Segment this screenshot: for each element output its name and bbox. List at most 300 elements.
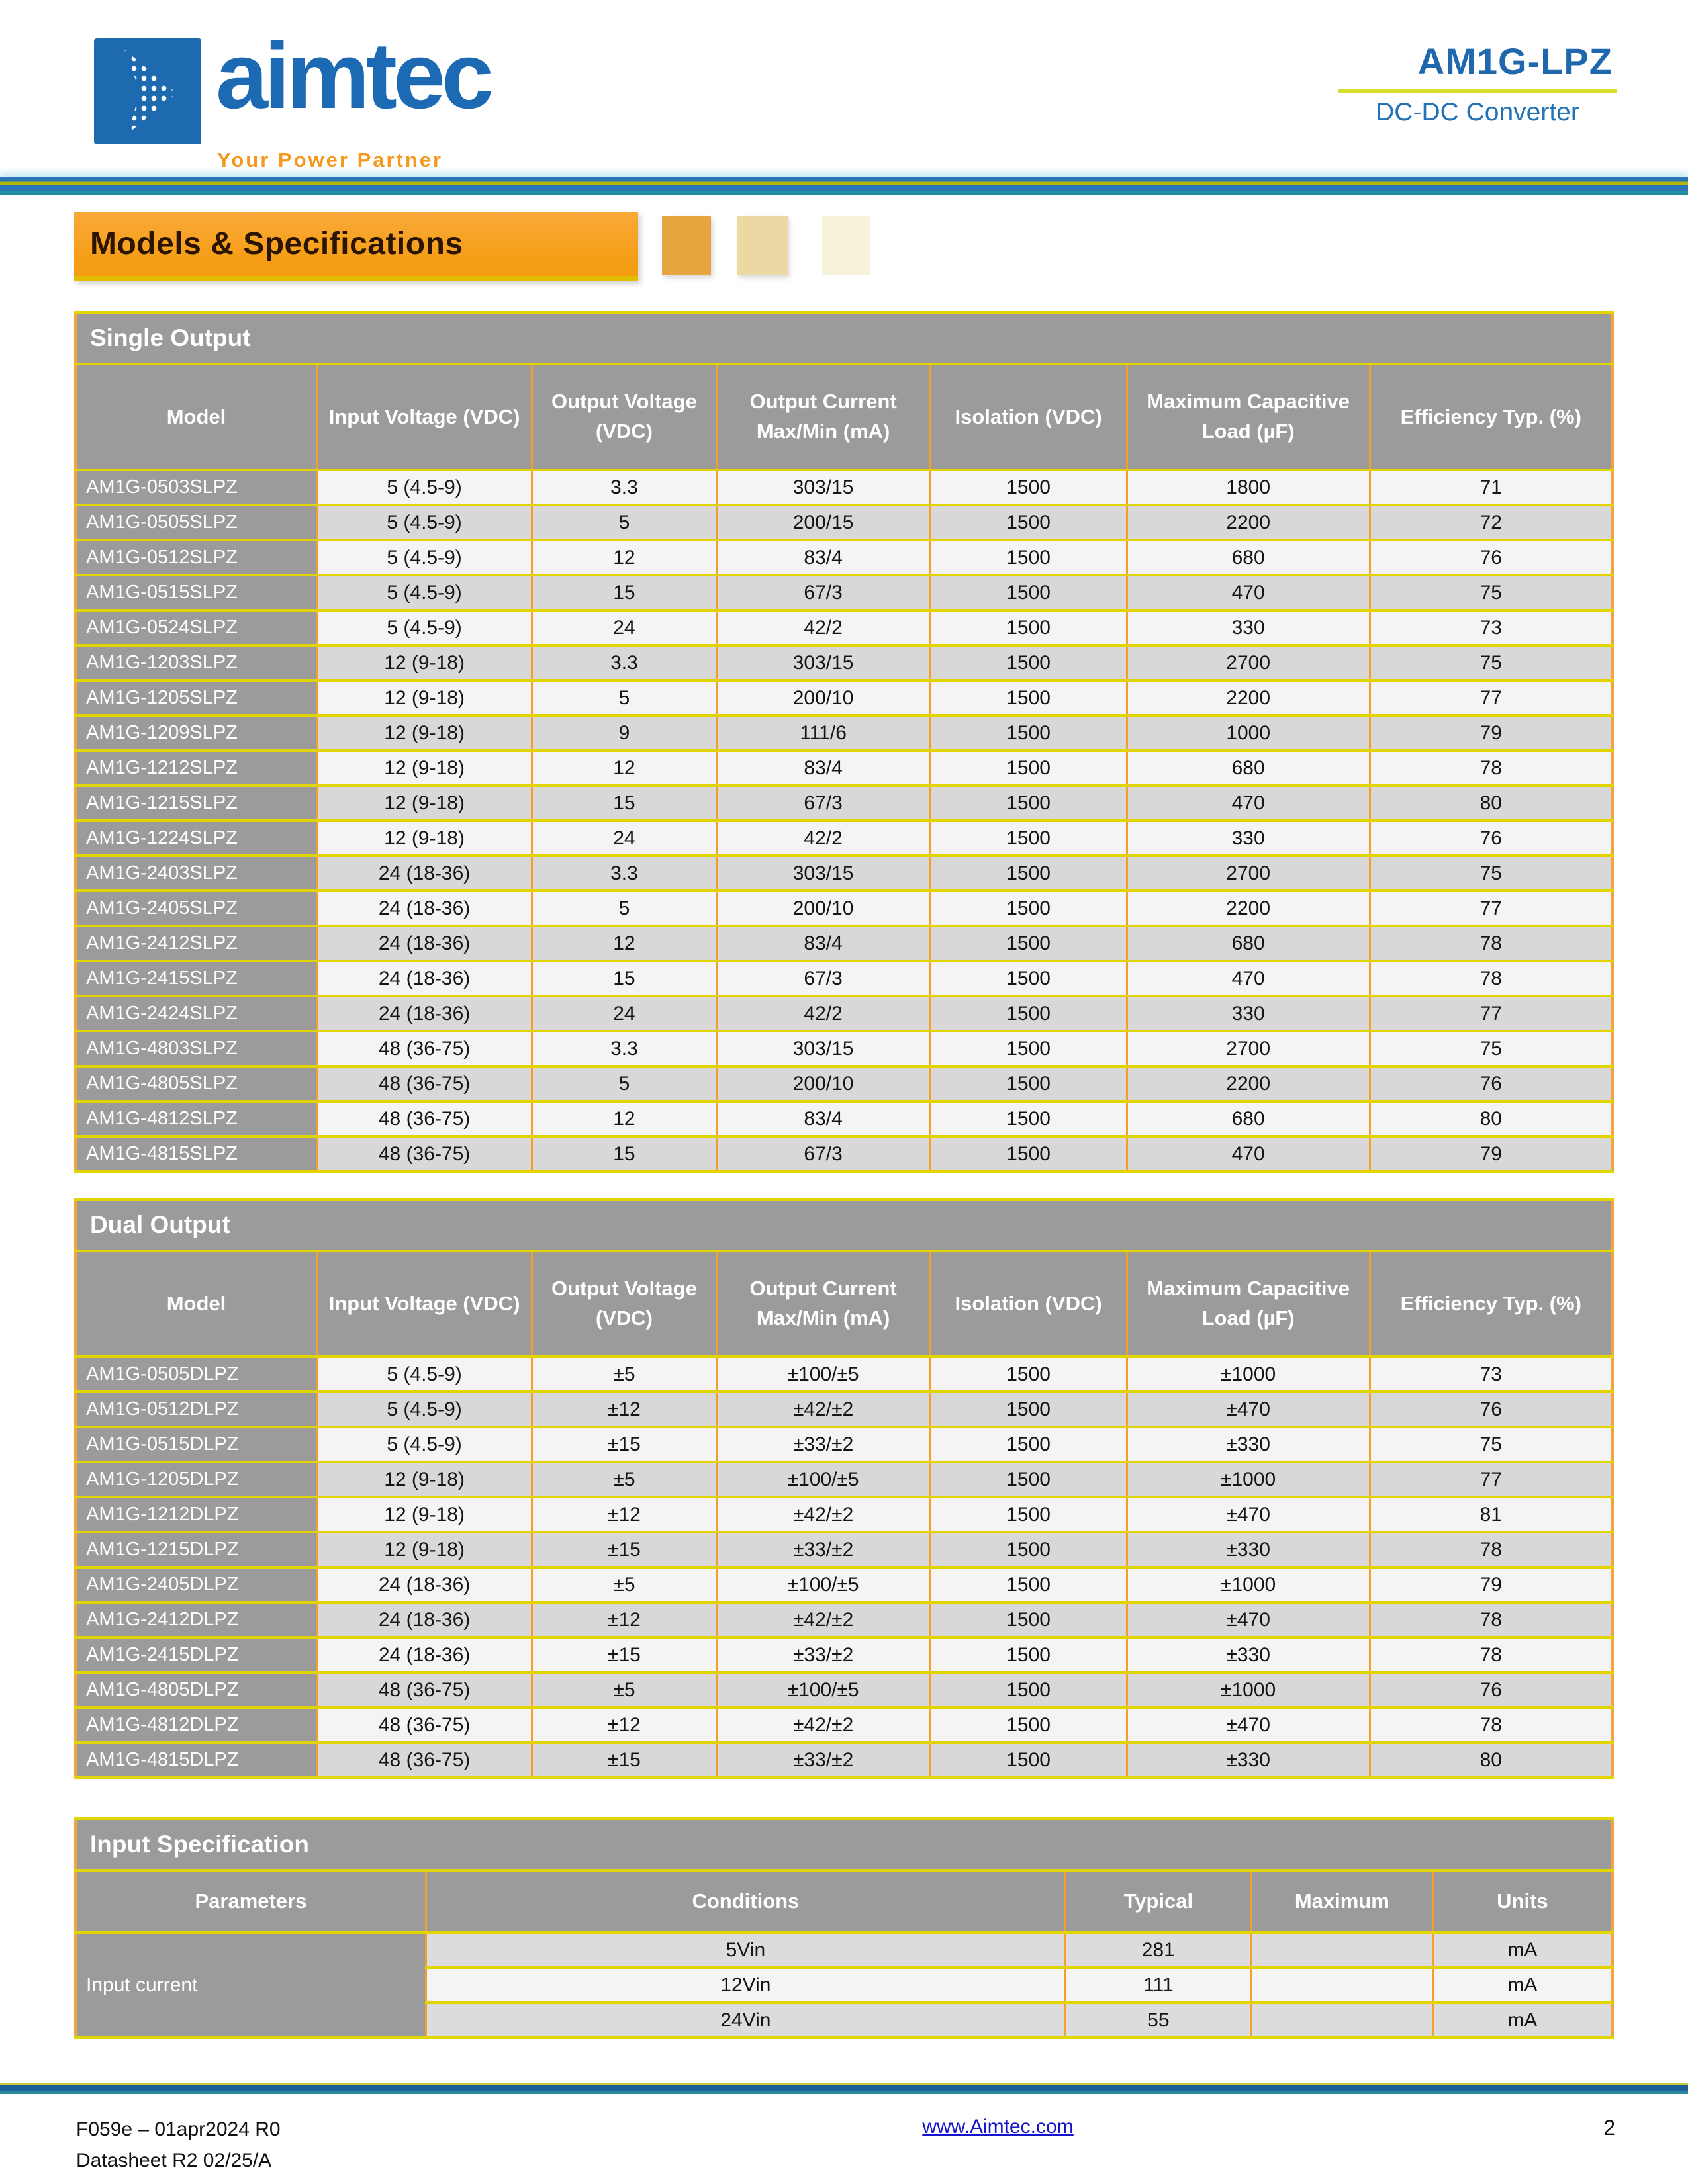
value-cell: 78	[1370, 751, 1613, 786]
value-cell: 2700	[1127, 645, 1370, 680]
value-cell: 24 (18-36)	[317, 1602, 532, 1637]
value-cell: ±12	[532, 1392, 717, 1427]
value-cell: 12Vin	[426, 1968, 1065, 2003]
value-cell: ±33/±2	[716, 1637, 930, 1672]
model-cell: AM1G-2405SLPZ	[75, 891, 317, 926]
value-cell: 12	[532, 1101, 717, 1136]
product-header	[1338, 38, 1617, 179]
value-cell: ±42/±2	[716, 1707, 930, 1743]
table-row	[75, 1101, 1613, 1136]
value-cell: 303/15	[716, 645, 930, 680]
value-cell: 75	[1370, 856, 1613, 891]
table-row	[75, 786, 1613, 821]
table-row	[75, 715, 1613, 751]
value-cell: 12	[532, 926, 717, 961]
table-row	[75, 540, 1613, 575]
value-cell: 1500	[930, 821, 1127, 856]
table-row	[75, 1567, 1613, 1602]
value-cell: 281	[1065, 1933, 1251, 1968]
model-cell: AM1G-4815DLPZ	[75, 1743, 317, 1778]
value-cell: 73	[1370, 1357, 1613, 1392]
page-header	[0, 0, 1688, 179]
value-cell: 24 (18-36)	[317, 926, 532, 961]
value-cell: 1500	[930, 505, 1127, 540]
model-cell: AM1G-1215SLPZ	[75, 786, 317, 821]
value-cell: 470	[1127, 1136, 1370, 1171]
value-cell: 67/3	[716, 961, 930, 996]
section-title: Input Specification	[75, 1819, 1613, 1870]
table-row	[75, 470, 1613, 505]
model-cell: AM1G-0505SLPZ	[75, 505, 317, 540]
value-cell: 3.3	[532, 856, 717, 891]
banner-accent-square-2	[737, 216, 788, 275]
column-header: Output Current Max/Min (mA)	[716, 1251, 930, 1357]
table-row	[75, 1031, 1613, 1066]
model-cell: AM1G-4812DLPZ	[75, 1707, 317, 1743]
column-header: Efficiency Typ. (%)	[1370, 1251, 1613, 1357]
value-cell: 12 (9-18)	[317, 786, 532, 821]
model-cell: AM1G-4803SLPZ	[75, 1031, 317, 1066]
value-cell: 3.3	[532, 645, 717, 680]
single-output-table	[74, 311, 1614, 1173]
value-cell: 15	[532, 575, 717, 610]
value-cell: 2200	[1127, 505, 1370, 540]
table-row	[75, 680, 1613, 715]
value-cell: 24 (18-36)	[317, 856, 532, 891]
value-cell: 12 (9-18)	[317, 1462, 532, 1497]
column-header: Input Voltage (VDC)	[317, 364, 532, 470]
value-cell: 12 (9-18)	[317, 821, 532, 856]
value-cell: 78	[1370, 1637, 1613, 1672]
product-underline	[1338, 89, 1617, 93]
value-cell: 1000	[1127, 715, 1370, 751]
value-cell: 680	[1127, 751, 1370, 786]
value-cell: 1500	[930, 1497, 1127, 1532]
value-cell: 470	[1127, 575, 1370, 610]
model-cell: AM1G-4805SLPZ	[75, 1066, 317, 1101]
column-header: Model	[75, 1251, 317, 1357]
value-cell: 1500	[930, 645, 1127, 680]
value-cell: 1500	[930, 715, 1127, 751]
value-cell: 76	[1370, 1066, 1613, 1101]
column-header: Maximum Capacitive Load (µF)	[1127, 364, 1370, 470]
model-cell: AM1G-2424SLPZ	[75, 996, 317, 1031]
value-cell: ±15	[532, 1743, 717, 1778]
value-cell: ±470	[1127, 1392, 1370, 1427]
product-subtitle: DC-DC Converter	[1376, 98, 1579, 126]
value-cell: 470	[1127, 786, 1370, 821]
column-header: Maximum Capacitive Load (µF)	[1127, 1251, 1370, 1357]
value-cell: 5 (4.5-9)	[317, 540, 532, 575]
value-cell: 1500	[930, 470, 1127, 505]
value-cell: 15	[532, 961, 717, 996]
value-cell: 1500	[930, 1462, 1127, 1497]
model-cell: AM1G-4805DLPZ	[75, 1672, 317, 1707]
section-title: Single Output	[75, 312, 1613, 364]
model-cell: AM1G-2415DLPZ	[75, 1637, 317, 1672]
value-cell: 1500	[930, 1672, 1127, 1707]
value-cell: 78	[1370, 926, 1613, 961]
page-footer	[0, 2115, 1688, 2176]
value-cell: ±33/±2	[716, 1743, 930, 1778]
value-cell: 76	[1370, 821, 1613, 856]
model-cell: AM1G-4812SLPZ	[75, 1101, 317, 1136]
value-cell: ±1000	[1127, 1672, 1370, 1707]
value-cell: 1500	[930, 680, 1127, 715]
section-banner	[74, 212, 638, 281]
value-cell: 1500	[930, 1392, 1127, 1427]
column-header: Output Voltage (VDC)	[532, 1251, 717, 1357]
value-cell: 78	[1370, 961, 1613, 996]
model-cell: AM1G-1212DLPZ	[75, 1497, 317, 1532]
value-cell: 75	[1370, 1031, 1613, 1066]
value-cell: 200/10	[716, 1066, 930, 1101]
table-row	[75, 1672, 1613, 1707]
table-row	[75, 1637, 1613, 1672]
value-cell: 1500	[930, 1031, 1127, 1066]
value-cell: 2200	[1127, 891, 1370, 926]
column-header: Maximum	[1251, 1870, 1432, 1933]
value-cell: 24 (18-36)	[317, 1637, 532, 1672]
value-cell: ±5	[532, 1567, 717, 1602]
value-cell: 24 (18-36)	[317, 961, 532, 996]
model-cell: AM1G-0515DLPZ	[75, 1427, 317, 1462]
table-row	[75, 1357, 1613, 1392]
value-cell: ±42/±2	[716, 1497, 930, 1532]
value-cell: 12	[532, 751, 717, 786]
section-title: Dual Output	[75, 1199, 1613, 1251]
column-header: Output Voltage (VDC)	[532, 364, 717, 470]
value-cell: 24 (18-36)	[317, 891, 532, 926]
value-cell: 2200	[1127, 1066, 1370, 1101]
table-row	[75, 645, 1613, 680]
value-cell: 5 (4.5-9)	[317, 470, 532, 505]
value-cell: 42/2	[716, 610, 930, 645]
table-row	[75, 1427, 1613, 1462]
parameter-cell: Input current	[75, 1933, 426, 2038]
value-cell: 72	[1370, 505, 1613, 540]
value-cell: 12 (9-18)	[317, 1497, 532, 1532]
footer-datasheet-rev: Datasheet R2 02/25/A	[76, 2149, 272, 2171]
value-cell: 24 (18-36)	[317, 996, 532, 1031]
column-header: Isolation (VDC)	[930, 364, 1127, 470]
value-cell: 67/3	[716, 1136, 930, 1171]
column-header: Input Voltage (VDC)	[317, 1251, 532, 1357]
value-cell: 77	[1370, 891, 1613, 926]
table-row	[75, 996, 1613, 1031]
value-cell	[1251, 1968, 1432, 2003]
value-cell: 12 (9-18)	[317, 751, 532, 786]
value-cell: 470	[1127, 961, 1370, 996]
table-row	[75, 1707, 1613, 1743]
value-cell: 3.3	[532, 470, 717, 505]
value-cell: 303/15	[716, 1031, 930, 1066]
banner-accent-square-3	[822, 216, 870, 275]
value-cell: 1500	[930, 1707, 1127, 1743]
value-cell: 1500	[930, 856, 1127, 891]
value-cell: 680	[1127, 926, 1370, 961]
model-cell: AM1G-1209SLPZ	[75, 715, 317, 751]
value-cell: 12	[532, 540, 717, 575]
value-cell: 1500	[930, 1101, 1127, 1136]
value-cell: 3.3	[532, 1031, 717, 1066]
value-cell: 12 (9-18)	[317, 645, 532, 680]
value-cell: 111	[1065, 1968, 1251, 2003]
value-cell: 83/4	[716, 751, 930, 786]
logo-wordmark: aimtec	[216, 23, 490, 128]
value-cell: 5	[532, 1066, 717, 1101]
aimtec-website-link[interactable]: www.Aimtec.com	[922, 2116, 1074, 2138]
value-cell: 73	[1370, 610, 1613, 645]
value-cell: 48 (36-75)	[317, 1066, 532, 1101]
value-cell: mA	[1432, 2003, 1613, 2038]
model-cell: AM1G-1215DLPZ	[75, 1532, 317, 1567]
footer-divider	[0, 2083, 1688, 2094]
value-cell	[1251, 2003, 1432, 2038]
model-cell: AM1G-0512DLPZ	[75, 1392, 317, 1427]
model-cell: AM1G-2412DLPZ	[75, 1602, 317, 1637]
value-cell: 79	[1370, 715, 1613, 751]
value-cell: 1500	[930, 926, 1127, 961]
value-cell: ±330	[1127, 1743, 1370, 1778]
value-cell: ±12	[532, 1707, 717, 1743]
value-cell: 5Vin	[426, 1933, 1065, 1968]
input-specification-table	[74, 1817, 1614, 2039]
value-cell: 80	[1370, 786, 1613, 821]
table-row	[75, 926, 1613, 961]
value-cell: 75	[1370, 575, 1613, 610]
value-cell: 24Vin	[426, 2003, 1065, 2038]
value-cell: 200/10	[716, 680, 930, 715]
value-cell: 1500	[930, 1637, 1127, 1672]
value-cell: ±1000	[1127, 1462, 1370, 1497]
value-cell: 71	[1370, 470, 1613, 505]
footer-doc-info	[76, 2115, 579, 2176]
table-row	[75, 1066, 1613, 1101]
value-cell: 78	[1370, 1602, 1613, 1637]
value-cell: 81	[1370, 1497, 1613, 1532]
value-cell: 1800	[1127, 470, 1370, 505]
value-cell: 80	[1370, 1101, 1613, 1136]
value-cell: 15	[532, 786, 717, 821]
value-cell: ±5	[532, 1672, 717, 1707]
value-cell: 24 (18-36)	[317, 1567, 532, 1602]
value-cell: 12 (9-18)	[317, 715, 532, 751]
banner-accent-square-1	[662, 216, 711, 275]
value-cell: 76	[1370, 540, 1613, 575]
value-cell: ±330	[1127, 1637, 1370, 1672]
column-header: Units	[1432, 1870, 1613, 1933]
page-number: 2	[1603, 2116, 1615, 2140]
value-cell: 5	[532, 680, 717, 715]
value-cell: 1500	[930, 1602, 1127, 1637]
model-cell: AM1G-1224SLPZ	[75, 821, 317, 856]
column-header: Isolation (VDC)	[930, 1251, 1127, 1357]
value-cell: 1500	[930, 1427, 1127, 1462]
value-cell: 1500	[930, 996, 1127, 1031]
model-cell: AM1G-0524SLPZ	[75, 610, 317, 645]
table-row	[75, 610, 1613, 645]
table-row	[75, 1392, 1613, 1427]
value-cell: 79	[1370, 1567, 1613, 1602]
value-cell: 5	[532, 505, 717, 540]
value-cell: 200/10	[716, 891, 930, 926]
value-cell: 330	[1127, 996, 1370, 1031]
model-cell: AM1G-1212SLPZ	[75, 751, 317, 786]
value-cell: mA	[1432, 1933, 1613, 1968]
value-cell	[1251, 1933, 1432, 1968]
model-cell: AM1G-1205DLPZ	[75, 1462, 317, 1497]
table-row	[75, 1136, 1613, 1171]
value-cell: 1500	[930, 751, 1127, 786]
table-row	[75, 1743, 1613, 1778]
value-cell: 67/3	[716, 575, 930, 610]
value-cell: 680	[1127, 1101, 1370, 1136]
value-cell: 1500	[930, 961, 1127, 996]
value-cell: 9	[532, 715, 717, 751]
value-cell: 48 (36-75)	[317, 1136, 532, 1171]
footer-doc-ref: F059e – 01apr2024 R0	[76, 2118, 281, 2140]
model-cell: AM1G-0515SLPZ	[75, 575, 317, 610]
value-cell: 75	[1370, 645, 1613, 680]
value-cell: 42/2	[716, 821, 930, 856]
value-cell: 330	[1127, 610, 1370, 645]
value-cell: mA	[1432, 1968, 1613, 2003]
section-banner-title: Models & Specifications	[90, 226, 463, 261]
value-cell: 1500	[930, 575, 1127, 610]
value-cell: 1500	[930, 1357, 1127, 1392]
value-cell: 75	[1370, 1427, 1613, 1462]
value-cell: ±470	[1127, 1497, 1370, 1532]
value-cell: 680	[1127, 540, 1370, 575]
aimtec-logo	[94, 23, 490, 179]
value-cell: ±100/±5	[716, 1672, 930, 1707]
value-cell: 1500	[930, 786, 1127, 821]
table-row	[75, 1462, 1613, 1497]
value-cell: ±12	[532, 1602, 717, 1637]
value-cell: ±12	[532, 1497, 717, 1532]
value-cell: 5 (4.5-9)	[317, 1392, 532, 1427]
value-cell: 12 (9-18)	[317, 1532, 532, 1567]
table-row	[75, 891, 1613, 926]
table-row	[75, 1532, 1613, 1567]
value-cell: 48 (36-75)	[317, 1672, 532, 1707]
model-cell: AM1G-0505DLPZ	[75, 1357, 317, 1392]
table-row	[75, 961, 1613, 996]
table-row	[75, 505, 1613, 540]
column-header: Parameters	[75, 1870, 426, 1933]
section-banner-row	[74, 212, 1688, 281]
value-cell: 55	[1065, 2003, 1251, 2038]
value-cell: 15	[532, 1136, 717, 1171]
value-cell: 80	[1370, 1743, 1613, 1778]
value-cell: 48 (36-75)	[317, 1707, 532, 1743]
value-cell: 76	[1370, 1672, 1613, 1707]
value-cell: 5 (4.5-9)	[317, 1357, 532, 1392]
value-cell: ±470	[1127, 1602, 1370, 1637]
value-cell: 77	[1370, 1462, 1613, 1497]
value-cell: ±5	[532, 1357, 717, 1392]
logo-tagline: Your Power Partner	[217, 148, 444, 171]
value-cell: 1500	[930, 1567, 1127, 1602]
table-row	[75, 751, 1613, 786]
value-cell: 76	[1370, 1392, 1613, 1427]
value-cell: 48 (36-75)	[317, 1031, 532, 1066]
value-cell: 24	[532, 821, 717, 856]
value-cell: 1500	[930, 610, 1127, 645]
model-cell: AM1G-2403SLPZ	[75, 856, 317, 891]
value-cell: ±470	[1127, 1707, 1370, 1743]
value-cell: 5 (4.5-9)	[317, 575, 532, 610]
value-cell: 200/15	[716, 505, 930, 540]
value-cell: 5 (4.5-9)	[317, 610, 532, 645]
value-cell: 83/4	[716, 926, 930, 961]
table-row	[75, 821, 1613, 856]
value-cell: 1500	[930, 1743, 1127, 1778]
table-row	[75, 1497, 1613, 1532]
value-cell: 1500	[930, 540, 1127, 575]
value-cell: ±330	[1127, 1532, 1370, 1567]
value-cell: ±42/±2	[716, 1392, 930, 1427]
model-cell: AM1G-0503SLPZ	[75, 470, 317, 505]
value-cell: ±15	[532, 1637, 717, 1672]
model-cell: AM1G-1203SLPZ	[75, 645, 317, 680]
value-cell: 111/6	[716, 715, 930, 751]
value-cell: 1500	[930, 1532, 1127, 1567]
table-row	[75, 856, 1613, 891]
value-cell: ±15	[532, 1427, 717, 1462]
model-cell: AM1G-0512SLPZ	[75, 540, 317, 575]
value-cell: 24	[532, 996, 717, 1031]
value-cell: 330	[1127, 821, 1370, 856]
model-cell: AM1G-4815SLPZ	[75, 1136, 317, 1171]
footer-link-wrap	[579, 2115, 1417, 2138]
value-cell: 2700	[1127, 1031, 1370, 1066]
value-cell: 303/15	[716, 470, 930, 505]
value-cell: ±100/±5	[716, 1357, 930, 1392]
value-cell: ±33/±2	[716, 1532, 930, 1567]
value-cell: 79	[1370, 1136, 1613, 1171]
column-header: Typical	[1065, 1870, 1251, 1933]
value-cell: 42/2	[716, 996, 930, 1031]
value-cell: 303/15	[716, 856, 930, 891]
value-cell: ±330	[1127, 1427, 1370, 1462]
model-cell: AM1G-2415SLPZ	[75, 961, 317, 996]
value-cell: 48 (36-75)	[317, 1743, 532, 1778]
value-cell: ±42/±2	[716, 1602, 930, 1637]
value-cell: 5 (4.5-9)	[317, 1427, 532, 1462]
column-header: Output Current Max/Min (mA)	[716, 364, 930, 470]
value-cell: 1500	[930, 891, 1127, 926]
model-cell: AM1G-2405DLPZ	[75, 1567, 317, 1602]
value-cell: 78	[1370, 1707, 1613, 1743]
value-cell: 83/4	[716, 1101, 930, 1136]
value-cell: ±33/±2	[716, 1427, 930, 1462]
value-cell: ±1000	[1127, 1357, 1370, 1392]
value-cell: 5 (4.5-9)	[317, 505, 532, 540]
model-cell: AM1G-1205SLPZ	[75, 680, 317, 715]
value-cell: 24	[532, 610, 717, 645]
value-cell: 5	[532, 891, 717, 926]
value-cell: 48 (36-75)	[317, 1101, 532, 1136]
table-row	[75, 1602, 1613, 1637]
value-cell: 2700	[1127, 856, 1370, 891]
value-cell: ±100/±5	[716, 1462, 930, 1497]
header-divider	[0, 177, 1688, 195]
value-cell: 12 (9-18)	[317, 680, 532, 715]
column-header: Efficiency Typ. (%)	[1370, 364, 1613, 470]
value-cell: ±15	[532, 1532, 717, 1567]
